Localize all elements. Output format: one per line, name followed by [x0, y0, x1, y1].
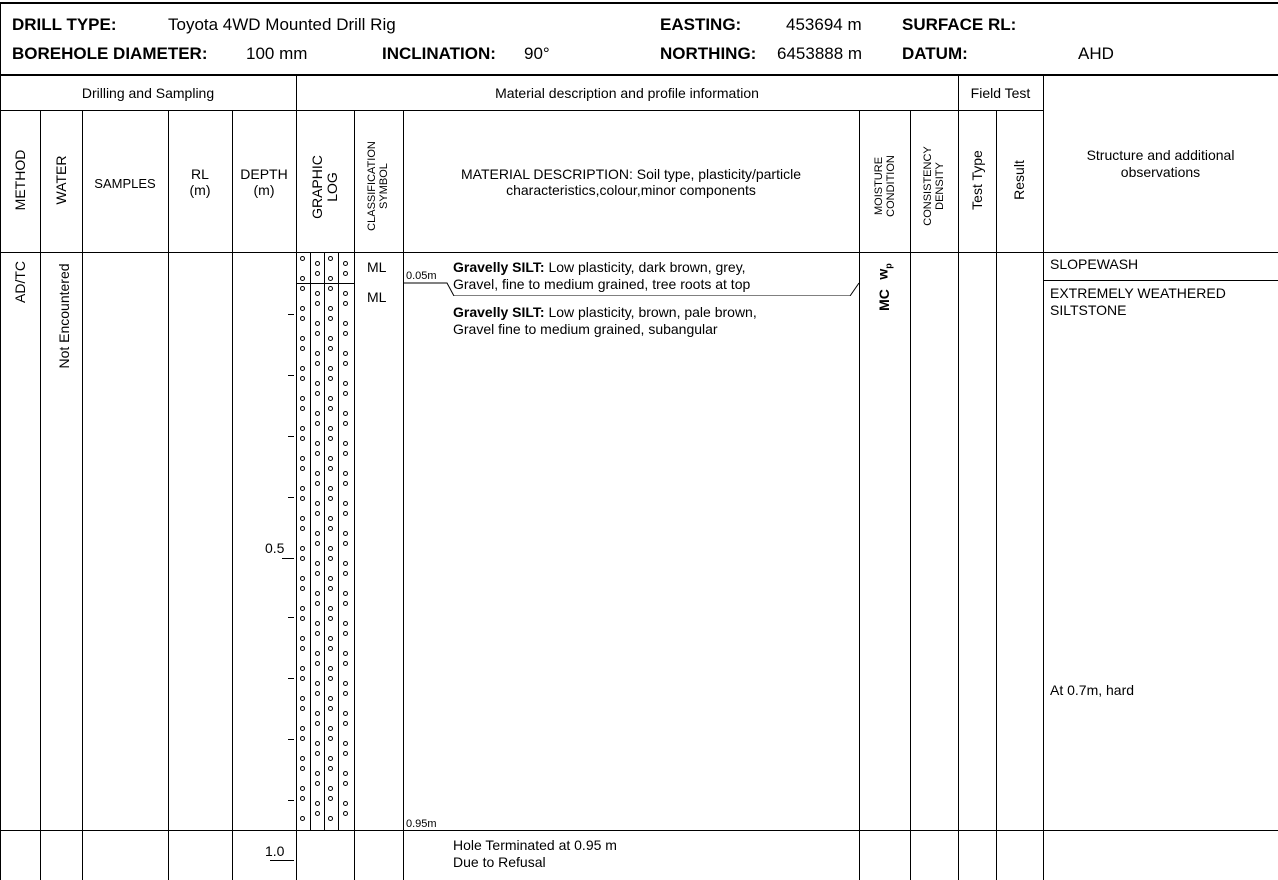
- gravel-circle: [315, 531, 320, 536]
- gravel-circle: [328, 316, 333, 321]
- obs-divider: [1043, 280, 1278, 281]
- col-consistency: [922, 126, 946, 246]
- gravel-circle: [315, 781, 320, 786]
- gravel-circle: [328, 666, 333, 671]
- col-rule-graphic: [296, 74, 297, 880]
- gravel-circle: [300, 796, 305, 801]
- depth-tick: [288, 497, 294, 498]
- gravel-circle: [343, 271, 348, 276]
- gravel-circle: [328, 376, 333, 381]
- depth-tick: [270, 860, 294, 861]
- col-depth: [232, 166, 296, 198]
- obs-slopewash: SLOPEWASH: [1050, 256, 1139, 272]
- col-depth-line1: DEPTH: [240, 166, 288, 182]
- gravel-circle: [328, 286, 333, 291]
- gravel-circle: [300, 586, 305, 591]
- gravel-circle: [315, 681, 320, 686]
- gravel-circle: [328, 546, 333, 551]
- gravel-circle: [300, 816, 305, 821]
- gravel-circle: [315, 391, 320, 396]
- layer2-symbol: ML: [367, 289, 387, 305]
- gravel-circle: [300, 706, 305, 711]
- gravel-circle: [328, 816, 333, 821]
- gravel-circle: [343, 331, 348, 336]
- gravel-circle: [343, 441, 348, 446]
- end-depth: 0.95m: [406, 818, 437, 830]
- gravel-circle: [300, 426, 305, 431]
- gravel-circle: [343, 291, 348, 296]
- col-rule-desc: [403, 110, 404, 880]
- gravel-circle: [300, 576, 305, 581]
- gravel-circle: [300, 256, 305, 261]
- gravel-circle: [315, 381, 320, 386]
- gravel-circle: [315, 481, 320, 486]
- col-structure: [1043, 147, 1278, 181]
- moisture-wp: w: [874, 268, 891, 280]
- layer2-line1: Low plasticity, brown, pale brown,: [544, 304, 757, 320]
- gravel-circle: [328, 756, 333, 761]
- col-cons-line1: CONSISTENCY: [922, 146, 934, 226]
- col-rule-moisture: [859, 110, 860, 880]
- method-value: AD/TC: [12, 261, 28, 303]
- gravel-circle: [328, 616, 333, 621]
- gravel-circle: [343, 511, 348, 516]
- gravel-circle: [315, 291, 320, 296]
- gravel-circle: [343, 531, 348, 536]
- obs-siltstone: [1050, 285, 1226, 319]
- gravel-circle: [300, 726, 305, 731]
- gravel-circle: [315, 571, 320, 576]
- gravel-circle: [343, 571, 348, 576]
- gravel-circle: [343, 411, 348, 416]
- borehole-diameter-label: BOREHOLE DIAMETER:: [12, 44, 208, 63]
- gravel-circle: [328, 736, 333, 741]
- gravel-circle: [343, 501, 348, 506]
- gravel-circle: [328, 466, 333, 471]
- gravel-circle: [343, 451, 348, 456]
- gravel-circle: [343, 751, 348, 756]
- layer1-title: Gravelly SILT:: [453, 259, 545, 275]
- col-water: WATER: [53, 155, 69, 205]
- gravel-circle: [343, 781, 348, 786]
- depth-tick: [288, 375, 294, 376]
- col-rl: [168, 166, 232, 198]
- datum-label: DATUM:: [902, 44, 968, 63]
- gravel-circle: [300, 736, 305, 741]
- gravel-circle: [315, 441, 320, 446]
- col-class-line1: CLASSIFICATION: [366, 141, 378, 231]
- gravel-circle: [300, 616, 305, 621]
- gravel-circle: [315, 361, 320, 366]
- gravel-circle: [300, 456, 305, 461]
- column-header-rule: [0, 252, 1278, 253]
- gravel-circle: [343, 261, 348, 266]
- col-classification: [366, 126, 390, 246]
- gravel-circle: [343, 651, 348, 656]
- gravel-circle: [343, 541, 348, 546]
- gravel-circle: [328, 576, 333, 581]
- gravel-circle: [328, 256, 333, 261]
- gravel-circle: [343, 301, 348, 306]
- gravel-circle: [343, 801, 348, 806]
- gravel-circle: [300, 336, 305, 341]
- borehole-diameter-value: 100 mm: [246, 44, 308, 63]
- gravel-circle: [300, 666, 305, 671]
- group-field-test: Field Test: [970, 85, 1031, 101]
- gravel-circle: [328, 526, 333, 531]
- termination-rule: [0, 830, 1278, 831]
- gravel-circle: [315, 411, 320, 416]
- gravel-circle: [315, 661, 320, 666]
- gravel-circle: [328, 486, 333, 491]
- gravel-circle: [343, 481, 348, 486]
- gravel-circle: [343, 361, 348, 366]
- gravel-circle: [300, 556, 305, 561]
- col-rl-line2: (m): [189, 182, 211, 198]
- gravel-circle: [300, 466, 305, 471]
- col-result: Result: [1011, 160, 1027, 200]
- gravel-circle: [328, 516, 333, 521]
- layer1-depth: 0.05m: [406, 270, 437, 282]
- col-rule-rl: [168, 110, 169, 880]
- northing-label: NORTHING:: [660, 44, 757, 63]
- gravel-circle: [300, 636, 305, 641]
- moisture-layer2: MC: [876, 289, 892, 311]
- gravel-circle: [315, 721, 320, 726]
- gravel-circle: [315, 801, 320, 806]
- layer2-title: Gravelly SILT:: [453, 304, 545, 320]
- group-material: Material description and profile information: [495, 85, 759, 101]
- inclination-value: 90°: [524, 44, 550, 63]
- gravel-circle: [343, 321, 348, 326]
- gravel-circle: [315, 301, 320, 306]
- gravel-circle: [343, 591, 348, 596]
- gravel-circle: [343, 381, 348, 386]
- surface-rl-label: SURFACE RL:: [902, 15, 1017, 34]
- gravel-circle: [343, 661, 348, 666]
- col-class-line2: SYMBOL: [378, 163, 390, 209]
- gravel-circle: [300, 436, 305, 441]
- gravel-circle: [315, 751, 320, 756]
- gravel-circle: [300, 546, 305, 551]
- gravel-circle: [300, 496, 305, 501]
- col-struct-line2: observations: [1120, 164, 1201, 180]
- gravel-circle: [328, 646, 333, 651]
- col-rule-samples: [82, 110, 83, 880]
- gravel-circle: [315, 601, 320, 606]
- graphic-log-line-c: [338, 252, 339, 830]
- group-drilling-sampling: Drilling and Sampling: [81, 85, 215, 101]
- gravel-circle: [328, 556, 333, 561]
- layer1-symbol: ML: [367, 259, 387, 275]
- gravel-circle: [300, 346, 305, 351]
- gravel-circle: [315, 541, 320, 546]
- gravel-circle: [300, 406, 305, 411]
- col-graphic-line2: LOG: [324, 172, 340, 202]
- depth-tick: [288, 678, 294, 679]
- gravel-circle: [343, 711, 348, 716]
- gravel-circle: [328, 606, 333, 611]
- gravel-circle: [315, 331, 320, 336]
- gravel-circle: [315, 591, 320, 596]
- col-rule-depth: [232, 110, 233, 880]
- gravel-circle: [315, 511, 320, 516]
- obs-siltstone-line2: SILTSTONE: [1050, 302, 1127, 318]
- col-struct-line1: Structure and additional: [1086, 147, 1235, 163]
- gravel-circle: [343, 771, 348, 776]
- gravel-circle: [328, 406, 333, 411]
- col-rule-result: [996, 110, 997, 880]
- gravel-circle: [300, 316, 305, 321]
- depth-tick: [288, 436, 294, 437]
- depth-tick: [288, 314, 294, 315]
- gravel-circle: [343, 741, 348, 746]
- gravel-circle: [300, 646, 305, 651]
- inclination-label: INCLINATION:: [382, 44, 496, 63]
- col-graphic-log: [310, 127, 340, 247]
- gravel-circle: [343, 391, 348, 396]
- moisture-wp-sub: p: [883, 263, 894, 269]
- col-desc-line1: MATERIAL DESCRIPTION: Soil type, plasticity/particle: [461, 166, 801, 182]
- gravel-circle: [315, 501, 320, 506]
- gravel-circle: [315, 771, 320, 776]
- termination-line1: Hole Terminated at 0.95 m: [453, 837, 617, 853]
- gravel-circle: [300, 756, 305, 761]
- col-moist-line1: MOISTURE: [873, 156, 885, 216]
- gravel-circle: [328, 336, 333, 341]
- gravel-circle: [300, 676, 305, 681]
- graphic-log-line-a: [310, 252, 311, 830]
- layer1-line2: Gravel, fine to medium grained, tree roots at top: [453, 276, 751, 292]
- gravel-circle: [315, 261, 320, 266]
- datum-value: AHD: [1078, 44, 1114, 63]
- gravel-circle: [343, 351, 348, 356]
- gravel-circle: [328, 456, 333, 461]
- col-test-type: Test Type: [969, 150, 985, 210]
- col-rule-structure: [1043, 74, 1044, 880]
- gravel-circle: [315, 471, 320, 476]
- col-rule-water: [40, 110, 41, 880]
- gravel-circle: [300, 376, 305, 381]
- gravel-circle: [328, 346, 333, 351]
- gravel-circle: [300, 766, 305, 771]
- gravel-circle: [328, 766, 333, 771]
- gravel-circle: [315, 691, 320, 696]
- gravel-circle: [300, 606, 305, 611]
- layer1-description: [453, 259, 853, 293]
- gravel-circle: [315, 451, 320, 456]
- gravel-circle: [328, 676, 333, 681]
- col-moist-line2: CONDITION: [885, 155, 897, 217]
- col-desc-line2: characteristics,colour,minor components: [506, 182, 756, 198]
- gravel-circle: [300, 516, 305, 521]
- obs-siltstone-line1: EXTREMELY WEATHERED: [1050, 285, 1226, 301]
- depth-tick: [288, 800, 294, 801]
- termination-line2: Due to Refusal: [453, 854, 546, 870]
- gravel-circle: [343, 621, 348, 626]
- obs-hard: At 0.7m, hard: [1050, 682, 1135, 698]
- drill-type-row: [12, 15, 117, 35]
- col-moisture: [873, 126, 897, 246]
- top-rule: [0, 2, 1278, 4]
- gravel-circle: [328, 586, 333, 591]
- drill-type-value: Toyota 4WD Mounted Drill Rig: [168, 15, 396, 34]
- group-header-rule: [0, 110, 1043, 111]
- gravel-circle: [328, 696, 333, 701]
- depth-tick: [282, 558, 294, 559]
- gravel-circle: [328, 306, 333, 311]
- depth-tick: [288, 617, 294, 618]
- gravel-circle: [315, 711, 320, 716]
- gravel-circle: [328, 786, 333, 791]
- graphic-log-line-b: [324, 252, 325, 830]
- depth-label-1-0: 1.0: [265, 843, 285, 859]
- layer1-line1: Low plasticity, dark brown, grey,: [544, 259, 746, 275]
- col-depth-line2: (m): [253, 182, 275, 198]
- gravel-circle: [343, 691, 348, 696]
- gravel-circle: [315, 351, 320, 356]
- gravel-circle: [300, 396, 305, 401]
- gravel-circle: [328, 276, 333, 281]
- gravel-circle: [315, 561, 320, 566]
- gravel-circle: [343, 601, 348, 606]
- water-value: Not Encountered: [56, 263, 72, 369]
- gravel-circle: [315, 811, 320, 816]
- gravel-circle: [300, 366, 305, 371]
- col-material-description: [403, 166, 859, 198]
- col-rule-field-test: [958, 74, 959, 880]
- gravel-circle: [315, 631, 320, 636]
- gravel-circle: [315, 271, 320, 276]
- gravel-circle: [343, 561, 348, 566]
- termination-note: [453, 837, 617, 871]
- gravel-circle: [343, 721, 348, 726]
- col-method: METHOD: [12, 149, 28, 211]
- header-bottom-rule: [0, 74, 1278, 76]
- layer2-line2: Gravel fine to medium grained, subangular: [453, 321, 718, 337]
- col-graphic-line1: GRAPHIC: [309, 155, 325, 219]
- gravel-circle: [300, 786, 305, 791]
- gravel-circle: [315, 741, 320, 746]
- gravel-circle: [343, 811, 348, 816]
- gravel-circle: [300, 486, 305, 491]
- left-border: [0, 2, 1, 880]
- easting-value: 453694 m: [786, 15, 862, 34]
- gravel-circle: [300, 286, 305, 291]
- gravel-circle: [315, 621, 320, 626]
- gravel-circle: [343, 631, 348, 636]
- gravel-circle: [300, 526, 305, 531]
- gravel-circle: [343, 421, 348, 426]
- gravel-circle: [328, 426, 333, 431]
- gravel-circle: [315, 651, 320, 656]
- graphic-log-layer-boundary: [296, 283, 354, 284]
- gravel-circle: [300, 696, 305, 701]
- gravel-circle: [343, 681, 348, 686]
- gravel-circle: [328, 396, 333, 401]
- gravel-circle: [328, 366, 333, 371]
- gravel-circle: [315, 421, 320, 426]
- easting-label: EASTING:: [660, 15, 742, 34]
- col-cons-line2: DENSITY: [934, 162, 946, 210]
- col-rule-class: [354, 110, 355, 880]
- depth-tick: [288, 739, 294, 740]
- col-rl-line1: RL: [191, 166, 209, 182]
- col-rule-consistency: [910, 110, 911, 880]
- drill-type-label: DRILL TYPE:: [12, 15, 117, 34]
- gravel-circle: [328, 436, 333, 441]
- gravel-circle: [328, 496, 333, 501]
- depth-label-0-5: 0.5: [265, 540, 285, 556]
- gravel-circle: [328, 706, 333, 711]
- gravel-circle: [328, 636, 333, 641]
- col-samples: SAMPLES: [94, 176, 156, 191]
- gravel-circle: [328, 726, 333, 731]
- gravel-circle: [315, 321, 320, 326]
- gravel-circle: [300, 306, 305, 311]
- gravel-circle: [300, 276, 305, 281]
- layer2-description: [453, 304, 853, 338]
- gravel-circle: [328, 796, 333, 801]
- gravel-circle: [343, 471, 348, 476]
- northing-value: 6453888 m: [777, 44, 863, 63]
